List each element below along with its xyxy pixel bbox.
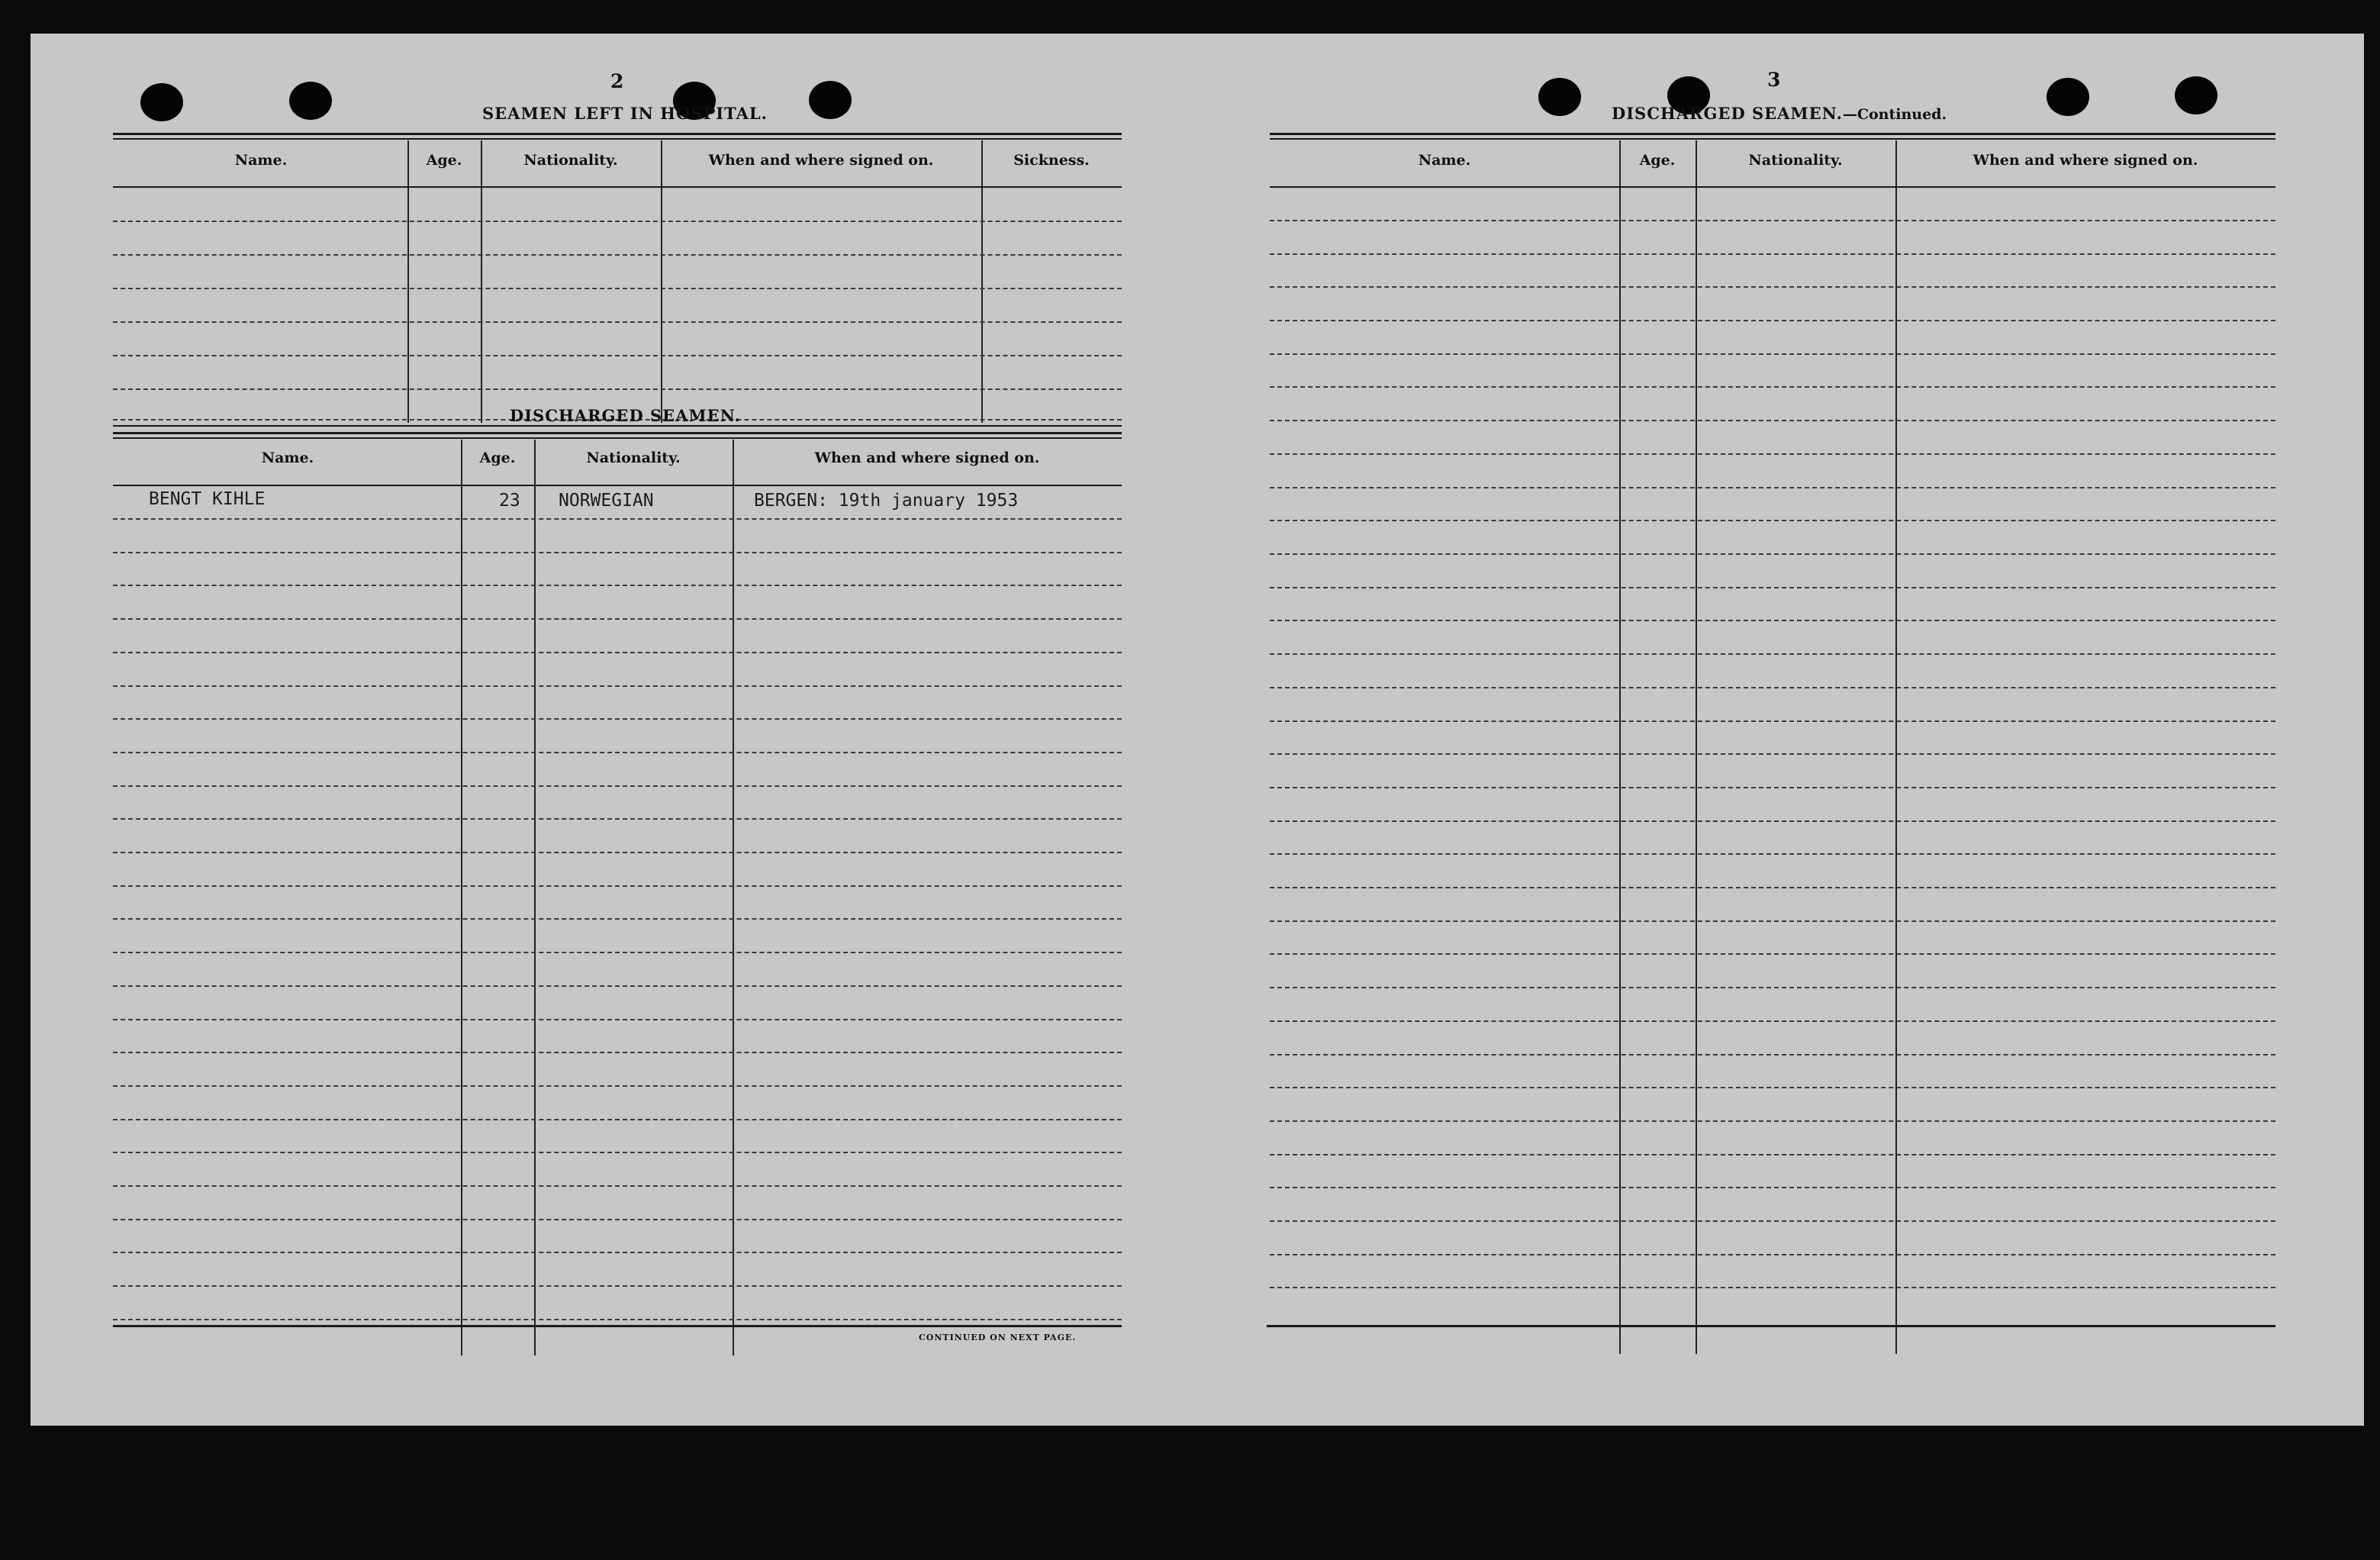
punch-hole bbox=[1538, 78, 1581, 116]
punch-hole bbox=[289, 82, 332, 120]
row-line bbox=[113, 818, 1122, 820]
page-title-suffix: —Continued. bbox=[1842, 106, 1947, 123]
column-divider bbox=[534, 440, 536, 1355]
row-line bbox=[1270, 520, 2275, 521]
row-line bbox=[113, 985, 1122, 987]
bottom-rule bbox=[1267, 1325, 2275, 1327]
row-line bbox=[1270, 553, 2275, 555]
row-line bbox=[113, 685, 1122, 687]
discharged-section-title: DISCHARGED SEAMEN. bbox=[510, 406, 741, 425]
section-rule bbox=[113, 437, 1122, 439]
row-line bbox=[113, 1319, 1122, 1320]
row-line bbox=[113, 1252, 1122, 1253]
column-divider bbox=[661, 140, 662, 423]
punch-hole bbox=[809, 81, 852, 119]
row-line bbox=[1270, 1020, 2275, 1022]
bottom-rule bbox=[113, 1325, 1122, 1327]
section-rule bbox=[113, 425, 1122, 427]
column-header-signed-on: When and where signed on. bbox=[1973, 152, 2198, 169]
seaman-nationality: NORWEGIAN bbox=[559, 491, 654, 511]
row-line bbox=[1270, 653, 2275, 655]
row-line bbox=[113, 388, 1122, 390]
page-title bbox=[1612, 104, 1947, 123]
seaman-signed-on: BERGEN: 19th january 1953 bbox=[754, 491, 1019, 511]
row-line bbox=[113, 1285, 1122, 1287]
row-line bbox=[113, 1085, 1122, 1087]
row-line bbox=[1270, 1120, 2275, 1122]
row-line bbox=[113, 785, 1122, 787]
row-line bbox=[1270, 253, 2275, 255]
column-divider bbox=[733, 440, 734, 1355]
row-line bbox=[1270, 1054, 2275, 1056]
row-line bbox=[113, 1152, 1122, 1153]
row-line bbox=[113, 585, 1122, 586]
section-rule bbox=[113, 138, 1122, 140]
header-rule bbox=[113, 485, 1122, 486]
row-line bbox=[113, 1185, 1122, 1187]
row-line bbox=[1270, 386, 2275, 388]
row-line bbox=[113, 355, 1122, 356]
row-line bbox=[113, 518, 1122, 520]
row-line bbox=[1270, 787, 2275, 788]
row-line bbox=[1270, 320, 2275, 321]
row-line bbox=[113, 1052, 1122, 1053]
section-rule bbox=[113, 133, 1122, 135]
row-line bbox=[1270, 853, 2275, 855]
row-line bbox=[1270, 687, 2275, 688]
punch-hole bbox=[2047, 78, 2089, 116]
column-header-age: Age. bbox=[426, 152, 462, 169]
row-line bbox=[113, 1219, 1122, 1220]
row-line bbox=[1270, 220, 2275, 221]
page-number: 3 bbox=[1767, 69, 1781, 91]
column-header-age: Age. bbox=[479, 450, 516, 466]
row-line bbox=[1270, 1287, 2275, 1288]
row-line bbox=[1270, 920, 2275, 922]
column-header-nationality: Nationality. bbox=[1748, 152, 1843, 169]
column-header-name: Name. bbox=[261, 450, 314, 466]
row-line bbox=[1270, 1087, 2275, 1088]
row-line bbox=[113, 918, 1122, 920]
row-line bbox=[1270, 620, 2275, 621]
hospital-section-title: SEAMEN LEFT IN HOSPITAL. bbox=[482, 104, 768, 123]
row-line bbox=[113, 1119, 1122, 1120]
row-line bbox=[1270, 286, 2275, 288]
row-line bbox=[1270, 1254, 2275, 1255]
row-line bbox=[113, 952, 1122, 953]
document-sheet bbox=[31, 34, 2364, 1426]
column-divider bbox=[407, 140, 409, 423]
column-header-name: Name. bbox=[1418, 152, 1471, 169]
column-divider bbox=[481, 140, 482, 423]
seaman-name: BENGT KIHLE bbox=[149, 489, 266, 509]
row-line bbox=[113, 885, 1122, 887]
header-rule bbox=[1270, 186, 2275, 188]
row-line bbox=[113, 718, 1122, 720]
row-line bbox=[113, 552, 1122, 553]
row-line bbox=[113, 221, 1122, 222]
header-rule bbox=[113, 186, 1122, 188]
continued-note: CONTINUED ON NEXT PAGE. bbox=[919, 1333, 1077, 1342]
page-title-text: DISCHARGED SEAMEN. bbox=[1612, 104, 1843, 123]
column-header-signed-on: When and where signed on. bbox=[814, 450, 1040, 466]
row-line bbox=[113, 652, 1122, 653]
column-header-name: Name. bbox=[234, 152, 288, 169]
column-divider bbox=[1619, 140, 1621, 1354]
row-line bbox=[1270, 1220, 2275, 1222]
row-line bbox=[113, 288, 1122, 289]
row-line bbox=[1270, 353, 2275, 355]
row-line bbox=[113, 618, 1122, 620]
row-line bbox=[1270, 453, 2275, 455]
seaman-age: 23 bbox=[499, 491, 520, 511]
row-line bbox=[1270, 953, 2275, 955]
page-number: 2 bbox=[610, 70, 624, 92]
section-rule bbox=[1270, 138, 2275, 140]
row-line bbox=[1270, 1187, 2275, 1188]
row-line bbox=[1270, 987, 2275, 988]
row-line bbox=[1270, 820, 2275, 822]
column-header-signed-on: When and where signed on. bbox=[708, 152, 934, 169]
row-line bbox=[1270, 753, 2275, 755]
column-divider bbox=[1895, 140, 1897, 1354]
column-header-age: Age. bbox=[1639, 152, 1676, 169]
row-line bbox=[1270, 1154, 2275, 1155]
section-rule bbox=[1270, 133, 2275, 135]
punch-hole bbox=[2175, 76, 2217, 114]
row-line bbox=[113, 254, 1122, 256]
row-line bbox=[1270, 420, 2275, 421]
row-line bbox=[1270, 887, 2275, 888]
row-line bbox=[113, 852, 1122, 853]
row-line bbox=[1270, 487, 2275, 488]
column-divider bbox=[461, 440, 462, 1355]
row-line bbox=[1270, 587, 2275, 588]
column-divider bbox=[1696, 140, 1697, 1354]
column-header-sickness: Sickness. bbox=[1013, 152, 1090, 169]
column-divider bbox=[981, 140, 983, 423]
column-header-nationality: Nationality. bbox=[523, 152, 618, 169]
row-line bbox=[113, 321, 1122, 323]
row-line bbox=[113, 752, 1122, 753]
section-rule bbox=[113, 432, 1122, 434]
punch-hole bbox=[140, 83, 183, 121]
row-line bbox=[113, 1019, 1122, 1020]
row-line bbox=[1270, 720, 2275, 722]
column-header-nationality: Nationality. bbox=[586, 450, 681, 466]
